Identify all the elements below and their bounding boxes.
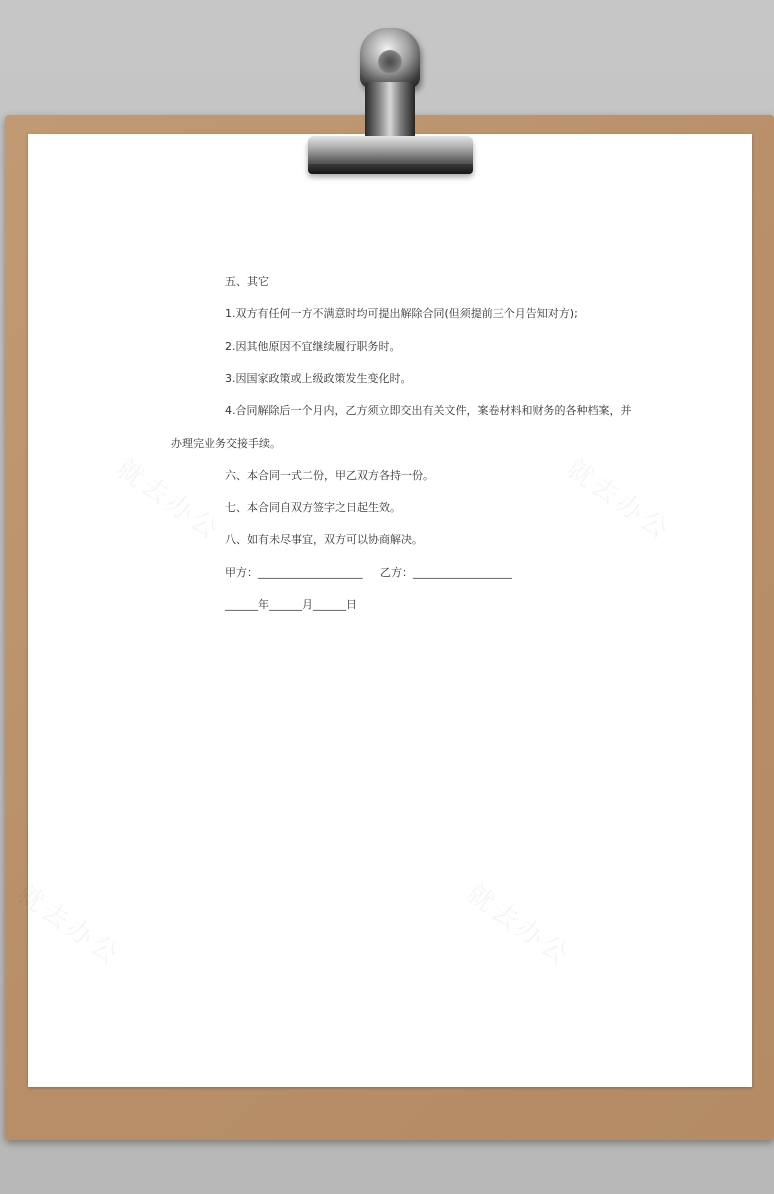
clause-item-3: 3.因国家政策或上级政策发生变化时。	[225, 372, 412, 385]
clip-bar-edge	[308, 164, 473, 174]
binder-clip	[290, 24, 490, 184]
clip-hole	[378, 50, 402, 74]
clause-item-2: 2.因其他原因不宜继续履行职务时。	[225, 340, 401, 353]
date-line: ______年______月______日	[225, 598, 357, 611]
clause-6: 六、本合同一式二份，甲乙双方各持一份。	[225, 469, 434, 482]
clause-item-4-continued: 办理完业务交接手续。	[171, 437, 281, 450]
clause-7: 七、本合同自双方签字之日起生效。	[225, 501, 401, 514]
clause-item-1: 1.双方有任何一方不满意时均可提出解除合同(但须提前三个月告知对方);	[225, 307, 578, 320]
clause-8: 八、如有未尽事宜，双方可以协商解决。	[225, 533, 423, 546]
party-b-signature: 乙方：__________________	[380, 566, 512, 579]
section-heading: 五、其它	[225, 275, 269, 288]
document-paper	[28, 134, 752, 1087]
party-a-signature: 甲方：___________________	[225, 566, 363, 579]
clause-item-4: 4.合同解除后一个月内，乙方须立即交出有关文件，案卷材料和财务的各种档案，并	[225, 404, 632, 417]
